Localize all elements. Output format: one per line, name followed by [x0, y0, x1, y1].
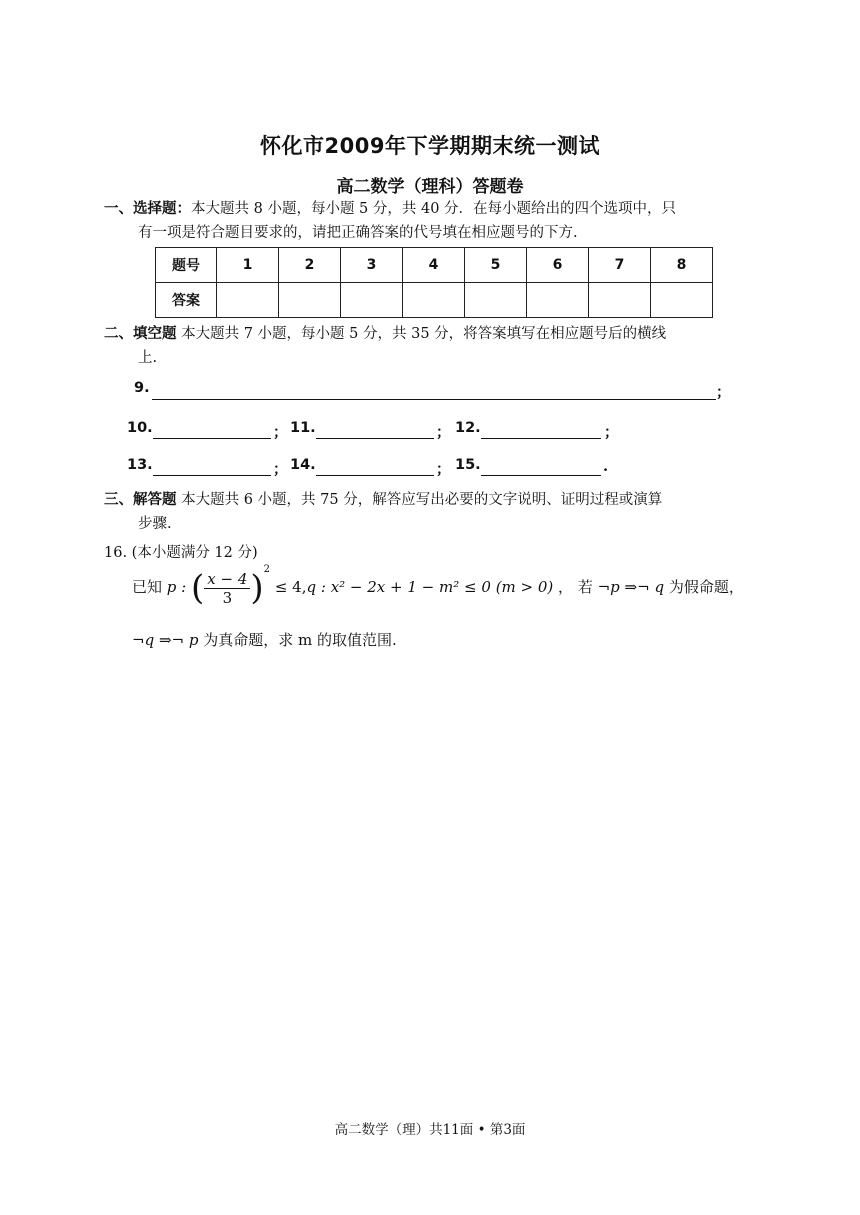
answer-cell[interactable] — [527, 283, 589, 318]
section-free-response — [104, 488, 768, 536]
blank-label-15: 15. — [455, 457, 481, 473]
period: . — [603, 458, 609, 475]
row-label-answer: 答案 — [156, 283, 217, 318]
implication-2: ¬q ⇒¬ p — [132, 631, 199, 649]
separator: ； — [604, 424, 619, 441]
false-text: 为假命题， — [668, 578, 744, 596]
section-desc-line1: 本大题共 6 小题，共 75 分，解答应写出必要的文字说明、证明过程或演算 — [176, 492, 663, 508]
section-head: 三、解答题 — [104, 492, 177, 508]
answer-blank-15[interactable] — [481, 474, 601, 476]
blank-label-12: 12. — [455, 420, 481, 436]
right-paren: ) — [250, 568, 264, 608]
condition: (m > 0) — [495, 578, 554, 596]
question-number-cell: 5 — [465, 248, 527, 283]
fraction-numerator: x − 4 — [204, 570, 250, 589]
question-number-cell: 8 — [651, 248, 713, 283]
section-desc-line2: 有一项是符合题目要求的，请把正确答案的代号填在相应题号的下方. — [138, 225, 578, 241]
section-head: 一、选择题： — [104, 201, 191, 217]
question-16-line2 — [132, 629, 397, 650]
if-text: ， 若 — [558, 578, 593, 596]
implication-1: ¬p ⇒¬ q — [597, 578, 665, 596]
section-desc-line1: 本大题共 7 小题，每小题 5 分，共 35 分，将答案填写在相应题号后的横线 — [176, 326, 667, 342]
separator: ； — [436, 424, 451, 441]
answer-cell[interactable] — [341, 283, 403, 318]
answer-blank-14[interactable] — [316, 474, 434, 476]
left-paren: ( — [191, 568, 205, 608]
exam-title: 怀化市2009年下学期期末统一测试 — [260, 134, 600, 158]
row-label-number: 题号 — [156, 248, 217, 283]
exponent: 2 — [263, 564, 271, 575]
blank-label-13: 13. — [127, 457, 153, 473]
separator: ； — [273, 424, 288, 441]
answer-table — [155, 247, 713, 318]
section-fill-in — [104, 322, 768, 370]
answer-cell[interactable] — [279, 283, 341, 318]
inequality-1: ≤ 4, — [274, 578, 307, 596]
table-row — [156, 283, 713, 318]
known-text: 已知 — [132, 578, 163, 596]
question-number-cell: 2 — [279, 248, 341, 283]
question-number-cell: 4 — [403, 248, 465, 283]
q-label: q : — [306, 578, 326, 596]
question-number-cell: 3 — [341, 248, 403, 283]
blank-label-9: 9. — [134, 380, 150, 396]
blank-label-11: 11. — [290, 420, 316, 436]
answer-cell[interactable] — [403, 283, 465, 318]
question-number-cell: 1 — [217, 248, 279, 283]
blank-label-10: 10. — [127, 420, 153, 436]
p-label: p : — [166, 578, 187, 596]
section-head: 二、填空题 — [104, 326, 177, 342]
exam-subtitle: 高二数学（理科）答题卷 — [336, 177, 524, 197]
separator: ； — [716, 384, 731, 401]
question-16-heading: 16. (本小题满分 12 分) — [104, 545, 258, 561]
answer-blank-9[interactable] — [152, 398, 716, 400]
question-16-line1 — [132, 564, 744, 608]
fraction-denominator: 3 — [222, 588, 233, 607]
table-row — [156, 248, 713, 283]
section-desc-line2: 步骤. — [138, 516, 172, 532]
answer-blank-12[interactable] — [481, 437, 601, 439]
answer-cell[interactable] — [465, 283, 527, 318]
answer-blank-11[interactable] — [316, 437, 434, 439]
q-expression: x² − 2x + 1 − m² ≤ 0 — [330, 578, 491, 596]
question-number-cell: 7 — [589, 248, 651, 283]
section-desc-line1: 本大题共 8 小题，每小题 5 分，共 40 分．在每小题给出的四个选项中，只 — [191, 201, 677, 217]
answer-cell[interactable] — [589, 283, 651, 318]
blank-label-14: 14. — [290, 457, 316, 473]
answer-blank-13[interactable] — [153, 474, 271, 476]
question-number-cell: 6 — [527, 248, 589, 283]
answer-cell[interactable] — [217, 283, 279, 318]
answer-blank-10[interactable] — [153, 437, 271, 439]
separator: ； — [436, 461, 451, 478]
page-footer: 高二数学（理）共11面 • 第3面 — [334, 1122, 526, 1138]
answer-cell[interactable] — [651, 283, 713, 318]
section-desc-line2: 上. — [138, 350, 158, 366]
section-multiple-choice — [104, 197, 768, 245]
fraction — [204, 570, 250, 607]
separator: ； — [273, 461, 288, 478]
true-text: 为真命题，求 m 的取值范围. — [203, 631, 397, 649]
